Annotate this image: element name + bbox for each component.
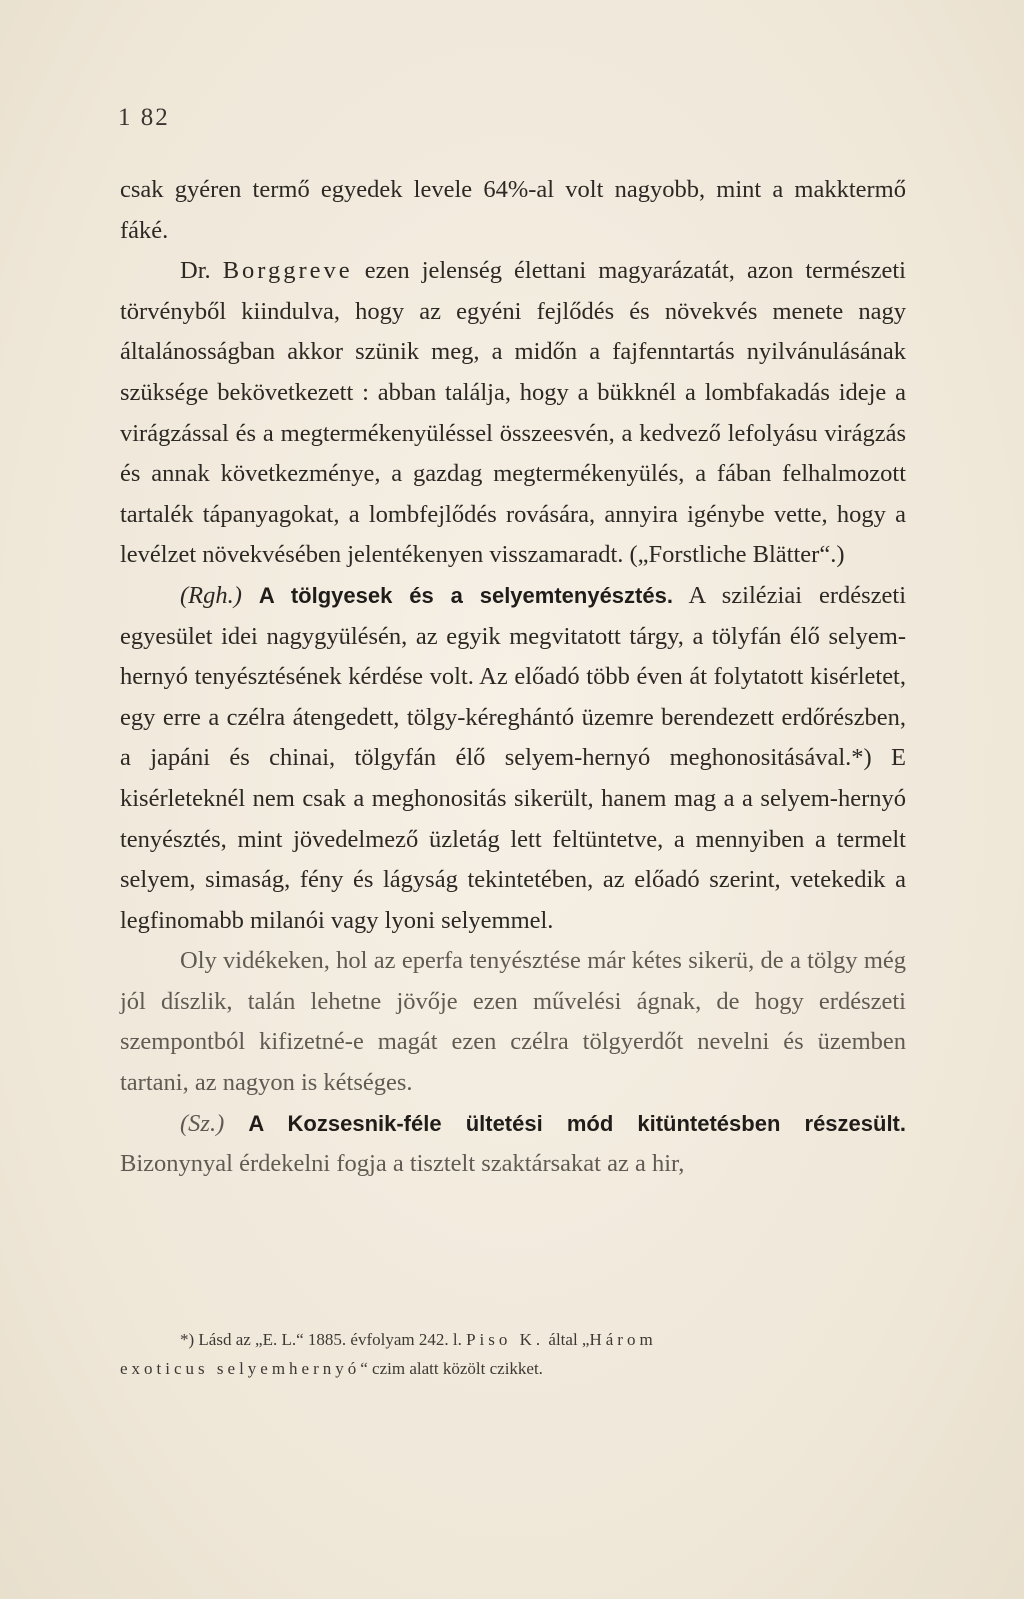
fn-line1-b: által „ (544, 1330, 590, 1349)
p2-body: ezen jelenség élettani magyarázatát, azon természeti törvényből kiindulva, hogy az egyéni fejlődés és növekvés menete nagy általánosságban akkor szünik meg, a midőn a fajfenntartás nyilvánulásának szüksége bekövetkezett : abban találja, hogy a bükknél a lombfakadás ideje a virágzással és a megtermékenyüléssel összeesvén, a kedvező lefolyásu virágzás és annak következménye, a gazdag megtermékenyülés, a fában felhalmozott tartalék tápanyagokat, a lombfejlődés rovására, annyira igénybe vette, hogy a levélzet növekvésében jelentékenyen visszamaradt. („Forstliche Blätter“.) (120, 257, 906, 569)
signature-rgh: (Rgh.) (180, 581, 242, 609)
signature-sz: (Sz.) (180, 1109, 225, 1137)
heading-kozsesnik: A Kozsesnik-féle ültetési mód kitüntetésben részesült. (248, 1110, 906, 1136)
fn-title-end: exoticus selyemhernyó (120, 1359, 361, 1378)
paragraph-4: Oly vidékeken, hol az eperfa tenyésztése már kétes sikerü, de a tölgy még jól díszlik, talán lehetne jövője ezen művelési ágnak, de hogy erdészeti szempontból kifizetné-e magát ezen czélra tölgyerdőt nevelni és üzemben tartani, az nagyon is kétséges. (120, 947, 906, 1097)
p3-body: A sziléziai erdészeti egyesület idei nagygyülésén, az egyik megvitatott tárgy, a tölyfán élő selyem-hernyó tenyésztésének kérdése volt. Az előadó több éven át folytatott kisérletet, egy erre a czélra átengedett, tölgy-kéreghántó üzemre berendezett erdőrészben, a japáni és chinai, tölgyfán élő selyem-hernyó meghonositásával.*) E kisérleteknél nem csak a meghonositás sikerült, hanem mag a a selyem-hernyó tenyésztés, mint jövedelmező üzletág lett feltüntetve, a mennyiben a termelt selyem, simaság, fény és lágyság tekintetében, az előadó szerint, vetekedik a legfinomabb milanói vagy lyoni selyemmel. (120, 581, 906, 934)
footnote-line-1 (120, 1325, 906, 1354)
paragraph-1: csak gyéren termő egyedek levele 64%-al volt nagyobb, mint a makktermő fáké. (120, 176, 906, 244)
footnote (120, 1325, 906, 1383)
page-number: 1 82 (118, 104, 170, 131)
paragraph-5 (120, 1104, 906, 1185)
p2-lead: Dr. (180, 257, 223, 285)
p5-body: Bizonynyal érdekelni fogja a tisztelt szaktársakat az a hir, (120, 1150, 685, 1178)
paragraph-2 (120, 251, 906, 576)
fn-author: Piso K. (466, 1330, 545, 1349)
heading-tolgyesek: A tölgyesek és a selyemtenyésztés. (258, 582, 673, 608)
paragraph-3 (120, 576, 906, 941)
fn-title-start: Három (589, 1330, 657, 1349)
author-name-borggreve: Borggreve (222, 257, 353, 285)
article-body (120, 170, 906, 1185)
footnote-line-2 (120, 1354, 906, 1383)
fn-line2-b: “ czim alatt közölt czikket. (360, 1359, 543, 1378)
fn-line1-a: *) Lásd az „E. L.“ 1885. évfolyam 242. l. (180, 1330, 467, 1349)
